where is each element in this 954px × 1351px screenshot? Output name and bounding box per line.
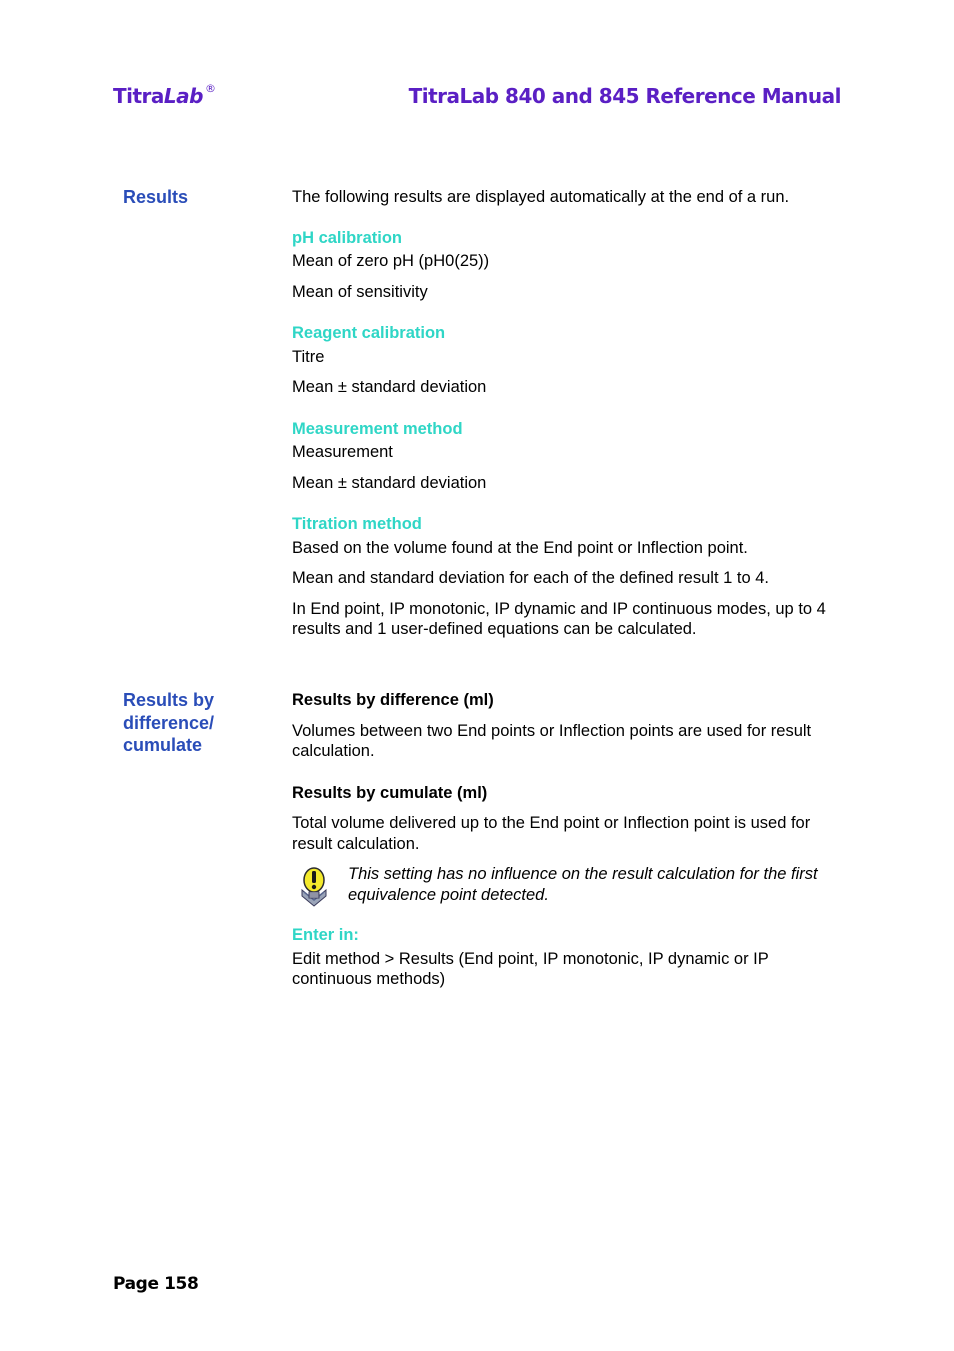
note-text: This setting has no influence on the result calculation for the first equivalence point detected. bbox=[348, 865, 818, 904]
titration-method-heading: Titration method bbox=[292, 515, 422, 533]
ph-line-1: Mean of zero pH (pH0(25)) bbox=[292, 252, 490, 270]
results-by-section bbox=[292, 690, 837, 1000]
reagent-line-2: Mean ± standard deviation bbox=[292, 378, 487, 396]
reagent-calibration-heading: Reagent calibration bbox=[292, 324, 446, 342]
difference-text: Volumes between two End points or Inflection points are used for result calculation. bbox=[292, 721, 812, 760]
ph-calibration-heading: pH calibration bbox=[292, 228, 403, 247]
enter-in-heading: Enter in: bbox=[292, 926, 359, 944]
results-section bbox=[292, 187, 837, 650]
titration-line-2: Mean and standard deviation for each of the defined result 1 to 4. bbox=[292, 569, 769, 587]
reagent-line-1: Titre bbox=[292, 347, 325, 366]
cumulate-heading: Results by cumulate (ml) bbox=[292, 783, 488, 802]
lightbulb-note-icon bbox=[298, 866, 330, 910]
brand-plain: Titra bbox=[113, 84, 164, 108]
titration-line-1: Based on the volume found at the End point or Inflection point. bbox=[292, 538, 748, 557]
results-intro: The following results are displayed automatically at the end of a run. bbox=[292, 188, 790, 206]
page-number: Page 158 bbox=[113, 1274, 199, 1294]
titration-line-3: In End point, IP monotonic, IP dynamic and IP continuous modes, up to 4 results and 1 user-defined equations can be calculated. bbox=[292, 599, 826, 638]
measurement-line-1: Measurement bbox=[292, 443, 393, 461]
brand-logo bbox=[113, 84, 215, 108]
registered-mark: ® bbox=[204, 82, 216, 95]
results-heading: Results bbox=[123, 187, 189, 207]
ph-line-2: Mean of sensitivity bbox=[292, 282, 428, 301]
measurement-method-heading: Measurement method bbox=[292, 419, 463, 438]
enter-in-text: Edit method > Results (End point, IP monotonic, IP dynamic or IP continuous methods) bbox=[292, 949, 769, 988]
manual-title: TitraLab 840 and 845 Reference Manual bbox=[408, 84, 841, 108]
difference-heading: Results by difference (ml) bbox=[292, 691, 494, 709]
measurement-line-2: Mean ± standard deviation bbox=[292, 473, 487, 492]
brand-italic: Lab bbox=[163, 84, 203, 108]
note-box bbox=[292, 864, 837, 905]
cumulate-text: Total volume delivered up to the End point or Inflection point is used for result calculation. bbox=[292, 814, 811, 853]
results-by-heading: Results by difference/ cumulate bbox=[123, 690, 215, 755]
